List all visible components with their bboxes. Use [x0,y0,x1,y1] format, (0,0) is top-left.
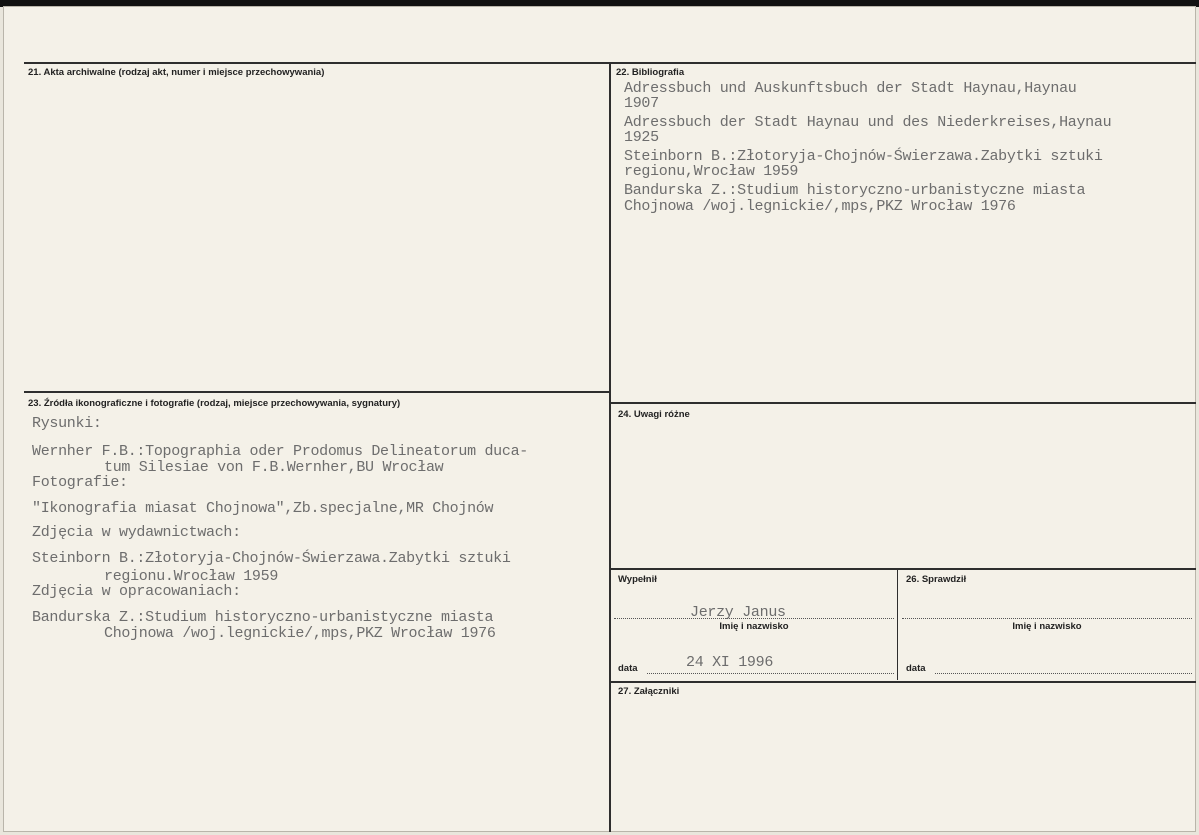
section-24-label: 24. Uwagi różne [618,409,690,420]
bibliography-line: Steinborn B.:Złotoryja-Chojnów-Świerzawa.Zabytki sztuki [624,148,1103,165]
filled-by-date-line [647,673,894,674]
iconography-line: Chojnowa /woj.legnickie/,mps,PKZ Wrocław 1976 [104,625,496,642]
iconography-line: tum Silesiae von F.B.Wernher,BU Wrocław [104,459,444,476]
section-23-label: 23. Źródła ikonograficzne i fotografie (rodzaj, miejsce przechowywania, sygnatury) [28,398,401,409]
iconography-line: "Ikonografia miasat Chojnowa",Zb.specjalne,MR Chojnów [32,500,494,517]
checked-by-date-line [935,673,1192,674]
checked-by-name-line [902,618,1192,619]
bibliography-line: 1925 [624,129,659,146]
bibliography-line: 1907 [624,95,659,112]
filled-by-name-line [614,618,894,619]
filled-by-name: Jerzy Janus [690,604,786,621]
center-divider [609,62,611,832]
filled-by-date-value: 24 XI 1996 [686,654,774,671]
bibliography-line: Adressbuch der Stadt Haynau und des Niederkreises,Haynau [624,114,1112,131]
iconography-line: Zdjęcia w wydawnictwach: [32,524,241,541]
iconography-line: Rysunki: [32,415,102,432]
iconography-line: Steinborn B.:Złotoryja-Chojnów-Świerzawa.Zabytki sztuki [32,550,511,567]
bibliography-line: Bandurska Z.:Studium historyczno-urbanistyczne miasta [624,182,1086,199]
checked-by-name-caption: Imię i nazwisko [1012,621,1082,632]
attachments-rule [610,681,1196,683]
filled-by-date-label: data [618,663,638,674]
section-27-label: 27. Załączniki [618,686,680,697]
bibliography-line: Chojnowa /woj.legnickie/,mps,PKZ Wrocław 1976 [624,198,1016,215]
filled-by-name-caption: Imię i nazwisko [719,621,789,632]
iconography-line: Zdjęcia w opracowaniach: [32,583,241,600]
bibliography-line: Adressbuch und Auskunftsbuch der Stadt Haynau,Haynau [624,80,1077,97]
signature-top-rule [610,568,1196,570]
bibliography-line: regionu,Wrocław 1959 [624,163,799,180]
iconography-line: regionu.Wrocław 1959 [104,568,279,585]
iconography-line: Fotografie: [32,474,128,491]
signature-divider [897,568,898,680]
record-card [3,6,1196,832]
section-21-label: 21. Akta archiwalne (rodzaj akt, numer i miejsce przechowywania) [28,67,325,78]
left-mid-rule [24,391,610,393]
iconography-line: Wernher F.B.:Topographia oder Prodomus Delineatorum duca- [32,443,528,460]
section-26-label: 26. Sprawdził [906,574,967,585]
checked-by-date-label: data [906,663,926,674]
section-25-label: Wypełnił [618,574,657,585]
right-mid-rule [610,402,1196,404]
section-22-label: 22. Bibliografia [616,67,685,78]
iconography-line: Bandurska Z.:Studium historyczno-urbanistyczne miasta [32,609,494,626]
